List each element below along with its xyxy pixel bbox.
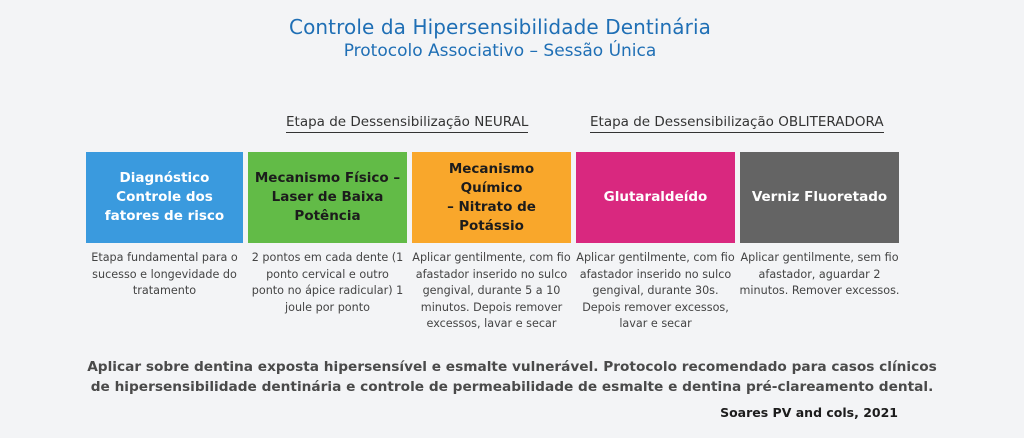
step-box-line: Potência <box>294 208 361 224</box>
step-description-laser <box>245 250 410 316</box>
desc-line: gengival, durante 30s. <box>592 284 719 297</box>
step-description-nitrato <box>409 250 574 333</box>
step-description-verniz <box>737 250 902 300</box>
desc-line: 2 pontos em cada dente (1 <box>251 251 404 264</box>
desc-line: gengival, durante 5 a 10 <box>422 284 561 297</box>
citation: Soares PV and cols, 2021 <box>720 405 898 420</box>
step-box-line: – Nitrato de Potássio <box>447 198 536 234</box>
step-box-nitrato <box>412 152 571 243</box>
protocol-note <box>0 357 1024 397</box>
header <box>0 14 1000 62</box>
page-title: Controle da Hipersensibilidade Dentinária <box>289 15 711 39</box>
step-box-verniz <box>740 152 899 243</box>
desc-line: ponto no ápice radicular) 1 <box>251 284 404 297</box>
note-line: Aplicar sobre dentina exposta hipersensível e esmalte vulnerável. Protocolo recomendado para casos clínicos <box>87 359 937 375</box>
step-box-line: Verniz Fluoretado <box>751 189 888 205</box>
step-box-laser <box>248 152 407 243</box>
stage-label-obliteradora: Etapa de Dessensibilização OBLITERADORA <box>590 114 884 133</box>
desc-line: afastador inserido no sulco <box>415 267 568 281</box>
desc-line: joule por ponto <box>285 300 370 314</box>
desc-line: minutos. Depois remover <box>420 300 563 314</box>
desc-line: excessos, lavar e secar <box>426 317 557 330</box>
desc-line: Aplicar gentilmente, com fio <box>576 251 735 264</box>
desc-line: Aplicar gentilmente, sem fio <box>740 251 899 264</box>
step-box-line: Mecanismo Físico – <box>254 170 401 186</box>
desc-line: Aplicar gentilmente, com fio <box>412 251 571 264</box>
desc-line: tratamento <box>132 284 197 297</box>
desc-line: Etapa fundamental para o <box>91 251 238 264</box>
desc-line: ponto cervical e outro <box>266 267 389 281</box>
desc-line: lavar e secar <box>619 317 692 330</box>
step-box-line: Glutaraldeído <box>603 189 708 205</box>
step-box-glutaraldeido <box>576 152 735 243</box>
step-box-line: fatores de risco <box>104 208 225 224</box>
step-box-line: Laser de Baixa <box>271 189 384 205</box>
step-description-glutaraldeido <box>573 250 738 333</box>
desc-line: Depois remover excessos, <box>582 300 729 314</box>
step-box-diagnostico <box>86 152 243 243</box>
step-box-line: Mecanismo Químico <box>448 160 535 196</box>
desc-line: afastador inserido no sulco <box>579 267 732 281</box>
note-line: de hipersensibilidade dentinária e controle de permeabilidade de esmalte e dentina pré-clareamento dental. <box>90 379 934 395</box>
stage-label-neural: Etapa de Dessensibilização NEURAL <box>286 114 528 133</box>
step-description-diagnostico <box>82 250 247 300</box>
step-box-line: Controle dos <box>116 189 213 205</box>
desc-line: afastador, aguardar 2 <box>758 267 881 281</box>
desc-line: sucesso e longevidade do <box>92 267 237 281</box>
desc-line: minutos. Remover excessos. <box>739 284 900 297</box>
page-subtitle: Protocolo Associativo – Sessão Única <box>343 41 657 61</box>
step-box-line: Diagnóstico <box>119 170 210 186</box>
